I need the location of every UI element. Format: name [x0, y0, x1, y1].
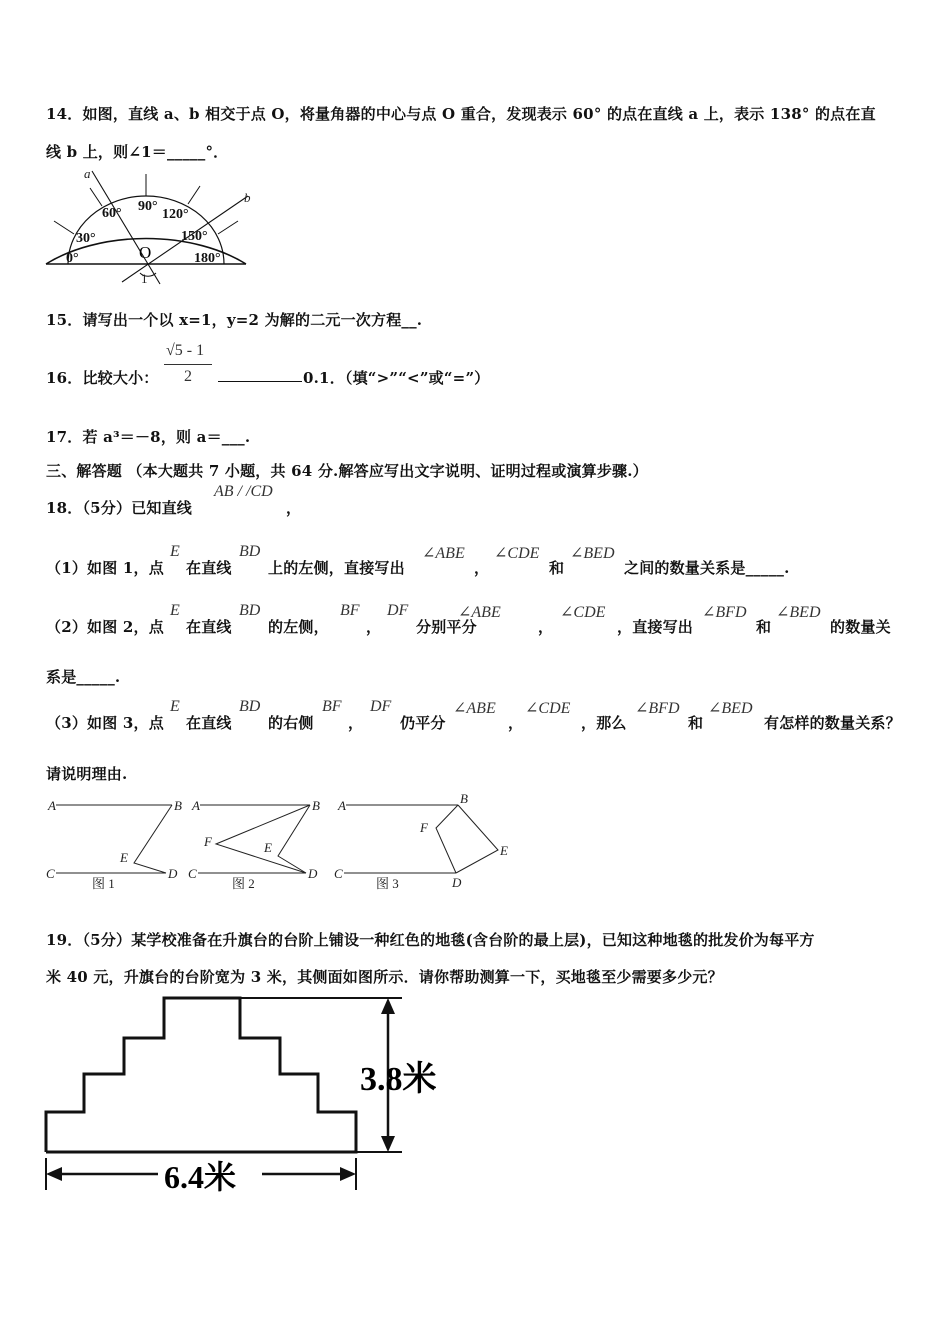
q18-p2-c1: ， — [366, 618, 382, 636]
tick-60 — [90, 188, 102, 206]
q18-p3-t4: ，那么 — [581, 714, 627, 732]
q18-p2-bd: BD — [239, 602, 261, 619]
deg-30: 30° — [76, 231, 96, 246]
q16-prefix: 16．比较大小： — [46, 369, 159, 387]
q18-figures — [40, 788, 520, 896]
fig2-a: A — [192, 798, 200, 813]
q16-answer-blank — [218, 381, 302, 382]
q18-p3-t5: 有怎样的数量关系？ — [764, 714, 901, 732]
q18-p2-and: 和 — [756, 618, 772, 636]
protractor-figure — [40, 166, 260, 288]
q18-p3-t2: 的右侧 — [268, 714, 314, 732]
deg-180: 180° — [194, 251, 221, 266]
q18-p2-t5: 的数量关 — [830, 618, 891, 636]
q18-p1-bd: BD — [239, 543, 261, 560]
fig3-f: F — [420, 820, 428, 835]
q18-p3-t3: 仍平分 — [400, 714, 446, 732]
q16-fraction-bar — [164, 364, 212, 365]
q18-p3-bfd: ∠BFD — [635, 700, 680, 717]
fig3-a: A — [338, 798, 346, 813]
q18-p2-c2: ， — [538, 618, 554, 636]
q18-p2-t1: 在直线 — [186, 618, 232, 636]
figure-1 — [46, 798, 182, 891]
q15-text: 15．请写出一个以 x=1，y=2 为解的二元一次方程__. — [46, 311, 423, 329]
q16-suffix: 0.1．（填“>”“<”或“=”） — [303, 369, 490, 387]
q19-line1: 19．（5分）某学校准备在升旗台的台阶上铺设一种红色的地毯(含台阶的最上层)，已知这种地毯的批发价为每平方 — [46, 931, 815, 949]
tick-30 — [54, 221, 74, 234]
q18-p1-t1: 在直线 — [186, 559, 232, 577]
fig1-b: B — [174, 798, 182, 813]
fig2-c: C — [188, 866, 197, 881]
height-arrow-bottom — [381, 1136, 395, 1152]
q14-line2: 线 b 上，则∠1＝_____°． — [46, 143, 229, 161]
q18-p1-bed: ∠BED — [570, 545, 615, 562]
fig2-e: E — [264, 840, 272, 855]
label-a: a — [84, 166, 91, 181]
fig3-b: B — [460, 791, 468, 806]
height-label: 3.8米 — [360, 1061, 437, 1098]
q19-line2: 米 40 元，升旗台的台阶宽为 3 米，其侧面如图所示．请你帮助测算一下，买地毯至少需要多少元？ — [46, 968, 723, 986]
width-arrowhead-right — [340, 1167, 356, 1181]
q18-p1-e: E — [170, 543, 180, 560]
q18-p2-t0: （2）如图 2，点 — [46, 618, 164, 636]
q18-p2-t4: ，直接写出 — [617, 618, 694, 636]
deg-60: 60° — [102, 206, 122, 221]
deg-120: 120° — [162, 207, 189, 222]
q18-p1-t2: 上的左侧，直接写出 — [268, 559, 405, 577]
q18-p3-abe: ∠ABE — [453, 700, 496, 717]
fig3-e: E — [500, 843, 508, 858]
q16-numerator: √5 - 1 — [166, 342, 205, 359]
q18-p1-c1: ， — [474, 559, 490, 577]
fig2-b: B — [312, 798, 320, 813]
q14-line1: 14．如图，直线 a、b 相交于点 O，将量角器的中心与点 O 重合，发现表示 60° 的点在直线 a 上，表示 138° 的点在直 — [46, 105, 876, 123]
q18-p1-t0: （1）如图 1，点 — [46, 559, 164, 577]
q18-p3-c1: ， — [348, 714, 364, 732]
q18-p3-e: E — [170, 698, 180, 715]
q18-p3-df: DF — [370, 698, 392, 715]
q18-intro-end: ， — [286, 499, 302, 517]
height-arrow-top — [381, 998, 395, 1014]
section3-heading: 三、解答题 （本大题共 7 小题，共 64 分.解答应写出文字说明、证明过程或演算步骤.） — [46, 462, 648, 480]
q18-p3-t0: （3）如图 3，点 — [46, 714, 164, 732]
tick-120 — [188, 186, 200, 204]
q17-text: 17．若 a³＝－8，则 a＝___. — [46, 428, 251, 446]
fig1-e: E — [120, 850, 128, 865]
deg-0: 0° — [66, 251, 79, 266]
fig3-caption: 图 3 — [376, 876, 399, 891]
figure-2 — [188, 798, 320, 891]
q18-p3-cde: ∠CDE — [525, 700, 571, 717]
q18-p2-bf: BF — [340, 602, 360, 619]
q18-p3-t1: 在直线 — [186, 714, 232, 732]
q18-p2b: 系是_____. — [46, 668, 121, 686]
q18-p3-bd: BD — [239, 698, 261, 715]
q18-intro-math: AB / /CD — [214, 483, 273, 500]
q18-p2-t3: 分别平分 — [416, 618, 477, 636]
q18-p2-t2: 的左侧， — [268, 618, 329, 636]
q18-p3b: 请说明理由. — [46, 765, 128, 783]
fig1-d: D — [168, 866, 178, 881]
q18-p2-bfd: ∠BFD — [702, 604, 747, 621]
deg-150: 150° — [181, 229, 208, 244]
q18-p2-bed: ∠BED — [776, 604, 821, 621]
q18-p3-bf: BF — [322, 698, 342, 715]
stairs-figure — [40, 990, 460, 1196]
q16-denominator: 2 — [184, 368, 192, 385]
q18-intro: 18．（5分）已知直线 — [46, 499, 193, 517]
q18-p3-bed: ∠BED — [708, 700, 753, 717]
fig3-d: D — [452, 875, 462, 890]
q18-p3-c2: ， — [508, 714, 524, 732]
width-arrowhead-left — [46, 1167, 62, 1181]
fig2-caption: 图 2 — [232, 876, 255, 891]
q18-p1-and: 和 — [549, 559, 565, 577]
fig3-c: C — [334, 866, 343, 881]
width-label: 6.4米 — [164, 1159, 237, 1195]
q18-p1-abe: ∠ABE — [422, 545, 465, 562]
q18-p2-cde: ∠CDE — [560, 604, 606, 621]
deg-90: 90° — [138, 199, 158, 214]
q18-p2-e: E — [170, 602, 180, 619]
fig1-a: A — [48, 798, 56, 813]
line-a — [92, 171, 160, 284]
q18-p1-cde: ∠CDE — [494, 545, 540, 562]
fig2-f: F — [204, 834, 212, 849]
q18-p2-df: DF — [387, 602, 409, 619]
q18-p2-abe: ∠ABE — [458, 604, 501, 621]
figure-3 — [334, 791, 508, 891]
label-o: O — [139, 243, 152, 262]
stairs-outline — [46, 998, 356, 1152]
q18-p1-t3: 之间的数量关系是_____. — [624, 559, 790, 577]
fig1-caption: 图 1 — [92, 876, 115, 891]
label-b: b — [244, 190, 251, 205]
q18-p3-and: 和 — [688, 714, 704, 732]
tick-150 — [218, 221, 238, 234]
fig2-d: D — [308, 866, 318, 881]
fig1-c: C — [46, 866, 55, 881]
label-angle-1: 1 — [141, 271, 148, 286]
